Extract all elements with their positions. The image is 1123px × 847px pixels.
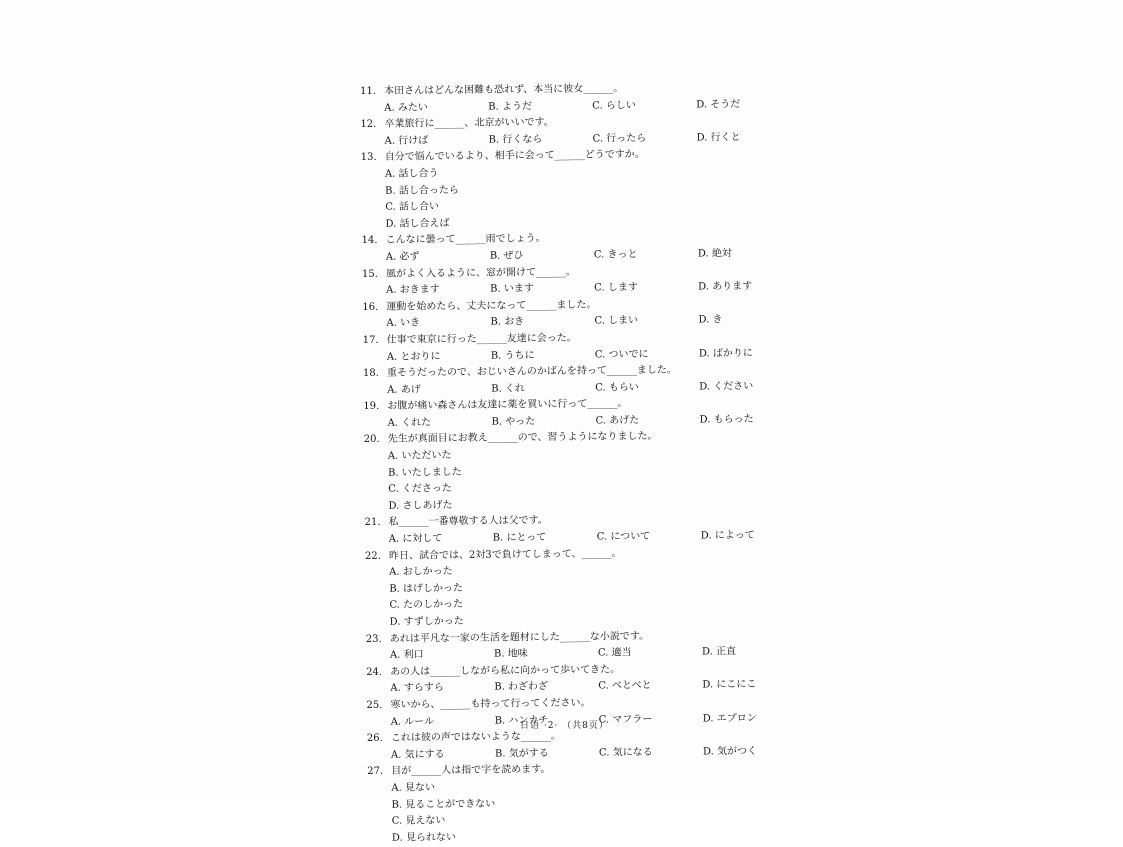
question-text: 本田さんはどんな困難も恐れず、本当に彼女______。: [384, 83, 624, 97]
question-number: 24.: [366, 666, 383, 678]
answer-option-d: D. ください: [699, 380, 754, 393]
answer-option-a: A. 見ない: [391, 782, 436, 794]
question-number: 26.: [366, 732, 383, 745]
question-number: 13.: [360, 152, 377, 164]
question-number: 21.: [364, 517, 381, 529]
question-number: 15.: [361, 268, 378, 280]
question-text: これは彼の声ではないような______。: [390, 731, 561, 744]
question-number: 12.: [360, 119, 377, 131]
question-item: [367, 727, 807, 765]
answer-option-a: A. とおりに: [386, 350, 441, 363]
question-text: こんなに曇って______雨でしょう。: [385, 233, 546, 247]
answer-option-c: C. 見えない: [391, 815, 446, 827]
question-item: [366, 660, 806, 698]
answer-option-b: B. おき: [490, 316, 525, 328]
answer-option-d: D. 見られない: [391, 831, 456, 844]
question-item: [363, 361, 803, 399]
answer-option-d: D. ばかりに: [698, 347, 753, 359]
question-number: 11.: [360, 85, 377, 97]
answer-option-b: B. 見ることができない: [391, 798, 496, 811]
answer-option-a: A. 気にする: [390, 748, 445, 761]
question-item: [361, 146, 802, 234]
answer-option-c: C. 行ったら: [592, 132, 647, 145]
question-number: 22.: [364, 550, 381, 562]
answer-options: [364, 444, 805, 515]
answer-option-b: B. 気がする: [494, 747, 549, 760]
answer-option-a: A. いき: [386, 317, 421, 330]
answer-option-c: C. 話し合い: [385, 201, 440, 213]
question-item: [366, 627, 806, 665]
question-item: [363, 328, 803, 366]
answer-option-d: D. き: [698, 314, 723, 326]
answer-option-b: B. くれ: [491, 382, 525, 395]
answer-option-a: A. おきます: [386, 284, 440, 296]
question-number: 18.: [362, 367, 379, 380]
question-number: 14.: [361, 235, 378, 247]
answer-option-d: D. あります: [698, 281, 753, 293]
answer-option-b: B. わざわざ: [494, 681, 549, 694]
answer-option-a: A. 行けば: [384, 135, 429, 147]
answer-option-d: D. 絶対: [697, 248, 732, 260]
answer-option-b: B. います: [490, 283, 534, 295]
answer-option-c: C. 気になる: [598, 746, 653, 759]
answer-option-c: C. 適当: [597, 647, 632, 659]
page-footer: 日语 ·2· （共8页）: [520, 721, 609, 731]
answer-option-d: D. エプロン: [702, 712, 757, 725]
answer-option-c: C. あげた: [595, 414, 640, 427]
answer-option-a: A. 必ず: [385, 251, 420, 263]
answer-option-b: B. 話し合ったら: [385, 184, 459, 197]
answer-option-c: C. しまい: [594, 315, 639, 327]
question-text: あれは平凡な一家の生活を題材にした______な小説です。: [389, 630, 650, 645]
answer-option-b: B. ハンカチ: [494, 714, 549, 727]
answer-options: [367, 776, 808, 847]
answer-option-c: C. たのしかった: [389, 599, 464, 612]
question-text: 先生が真面目にお教え______ので、習うようになりました。: [387, 431, 658, 446]
answer-option-b: B. にとって: [492, 532, 547, 544]
question-number: 16.: [362, 301, 379, 313]
answer-option-d: D. 話し合えば: [385, 217, 450, 230]
question-text: 仕事で東京に行った______友達に会った。: [386, 332, 577, 346]
question-text: お腹が痛い森さんは友達に薬を買いに行って______。: [387, 398, 628, 413]
answer-option-c: C. もらい: [595, 381, 639, 394]
answer-option-c: C. きっと: [593, 249, 638, 261]
question-text: 寒いから、______も持って行ってください。: [390, 697, 591, 711]
question-number: 19.: [363, 401, 380, 413]
question-text: 重そうだったので、おじいさんのかばんを持って______ました。: [386, 364, 677, 379]
question-item: [364, 428, 805, 516]
answer-option-d: D. にこにこ: [702, 679, 757, 691]
answer-option-a: A. いただいた: [387, 450, 452, 462]
answer-option-b: B. いたしました: [388, 466, 462, 479]
question-item: [362, 262, 802, 300]
question-item: [360, 113, 800, 151]
question-number: 25.: [366, 699, 383, 711]
answer-option-d: D. 行くと: [696, 131, 741, 144]
question-sheet: [360, 79, 808, 847]
question-number: 20.: [363, 434, 380, 446]
answer-options: [365, 561, 806, 632]
question-text: 風がよく入るように、窓が開けて______。: [385, 266, 577, 280]
answer-option-a: A. 利口: [389, 649, 424, 661]
question-number: 27.: [367, 766, 384, 778]
question-text: 運動を始めたら、丈夫になって______ました。: [386, 299, 597, 313]
answer-option-a: A. あげ: [387, 384, 421, 396]
question-text: 目が______人は指で字を読めます。: [391, 764, 551, 778]
answer-option-b: B. 地味: [493, 648, 528, 660]
answer-option-a: A. ルール: [390, 715, 435, 728]
answer-option-b: B. ぜひ: [489, 250, 524, 262]
answer-option-d: D. そうだ: [696, 98, 741, 111]
question-item: [363, 395, 803, 433]
question-item: [365, 544, 806, 632]
answer-option-c: C. について: [596, 531, 651, 543]
answer-option-a: A. に対して: [388, 533, 443, 545]
question-item: [365, 511, 805, 549]
answer-option-c: C. ついでに: [594, 348, 649, 361]
answer-option-a: A. みたい: [384, 101, 428, 114]
answer-option-b: B. やった: [491, 416, 536, 428]
answer-option-c: C. らしい: [592, 99, 636, 112]
question-number: 23.: [365, 633, 382, 645]
question-item: [367, 760, 808, 847]
answer-option-c: C. べとべと: [598, 680, 652, 692]
answer-option-a: A. おしかった: [389, 566, 453, 578]
answer-option-a: A. 話し合う: [384, 168, 439, 180]
answer-option-a: A. くれた: [387, 417, 432, 429]
answer-option-d: D. さしあげた: [388, 499, 453, 512]
question-item: [362, 295, 802, 333]
answer-option-a: A. すらすら: [390, 682, 444, 695]
answer-option-d: D. 正直: [701, 646, 737, 658]
answer-option-d: D. もらった: [699, 413, 754, 426]
question-text: 卒業旅行に______、北京がいいです。: [384, 117, 554, 130]
answer-option-c: C. マフラー: [598, 713, 653, 726]
answer-options: [361, 162, 802, 233]
answer-option-d: D. によって: [700, 529, 755, 542]
answer-option-b: B. うちに: [490, 349, 535, 362]
answer-option-d: D. すずしかった: [389, 615, 464, 628]
question-text: あの人は______しながら私に向かって歩いてきた。: [390, 664, 621, 678]
answer-option-c: C. くださった: [388, 483, 452, 495]
question-item: [362, 229, 802, 267]
answer-option-b: B. はげしかった: [389, 582, 464, 595]
question-item: [360, 79, 800, 117]
question-text: 昨日、試合では、2対3で負けてしまって、______。: [388, 547, 622, 562]
answer-option-c: C. します: [594, 282, 638, 294]
answer-option-b: B. ようだ: [488, 100, 533, 113]
answer-option-b: B. 行くなら: [488, 133, 543, 146]
question-text: 自分で悩んでいるより、相手に会って______どうですか。: [384, 149, 645, 164]
question-number: 17.: [362, 334, 379, 346]
answer-option-d: D. 気がつく: [702, 745, 758, 758]
question-text: 私______一番尊敬する人は父です。: [388, 515, 548, 529]
